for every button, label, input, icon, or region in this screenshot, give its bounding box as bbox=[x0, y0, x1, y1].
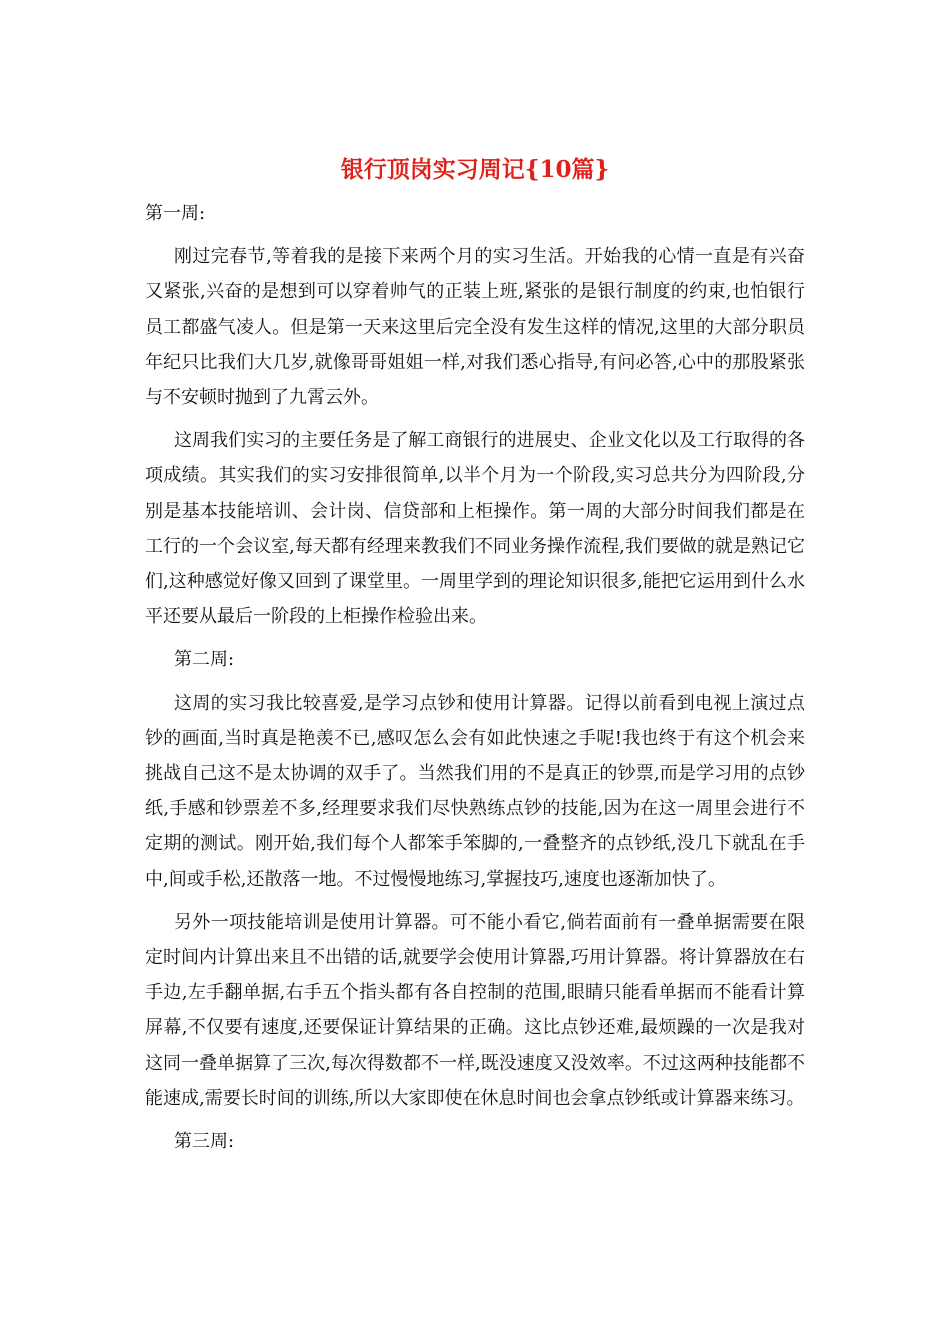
paragraph: 刚过完春节,等着我的是接下来两个月的实习生活。开始我的心情一直是有兴奋又紧张,兴奋的是想到可以穿着帅气的正装上班,紧张的是银行制度的约束,也怕银行员工都盛气凌人。但是第一天来这里后完全没有发生这样的情况,这里的大部分职员年纪只比我们大几岁,就像哥哥姐姐一样,对我们悉心指导,有问必答,心中的那股紧张与不安顿时抛到了九霄云外。 bbox=[145, 246, 805, 409]
document-title: 银行顶岗实习周记{10篇} bbox=[340, 156, 610, 183]
section-heading-week-1: 第一周: bbox=[145, 203, 206, 224]
section-heading-week-2: 第二周: bbox=[174, 649, 235, 671]
section-heading-week-3: 第三周: bbox=[174, 1131, 235, 1153]
document-body bbox=[145, 196, 805, 1167]
paragraph: 这周的实习我比较喜爱,是学习点钞和使用计算器。记得以前看到电视上演过点钞的画面,当时真是艳羡不已,感叹怎么会有如此快速之手呢!我也终于有这个机会来挑战自己这不是太协调的双手了。当然我们用的不是真正的钞票,而是学习用的点钞纸,手感和钞票差不多,经理要求我们尽快熟练点钞的技能,因为在这一周里会进行不定期的测试。刚开始,我们每个人都笨手笨脚的,一叠整齐的点钞纸,没几下就乱在手中,间或手松,还散落一地。不过慢慢地练习,掌握技巧,速度也逐渐加快了。 bbox=[145, 692, 805, 890]
paragraph: 这周我们实习的主要任务是了解工商银行的进展史、企业文化以及工行取得的各项成绩。其实我们的实习安排很简单,以半个月为一个阶段,实习总共分为四阶段,分别是基本技能培训、会计岗、信贷部和上柜操作。第一周的大部分时间我们都是在工行的一个会议室,每天都有经理来教我们不同业务操作流程,我们要做的就是熟记它们,这种感觉好像又回到了课堂里。一周里学到的理论知识很多,能把它运用到什么水平还要从最后一阶段的上柜操作检验出来。 bbox=[145, 430, 805, 628]
paragraph: 另外一项技能培训是使用计算器。可不能小看它,倘若面前有一叠单据需要在限定时间内计算出来且不出错的话,就要学会使用计算器,巧用计算器。将计算器放在右手边,左手翻单据,右手五个指头都有各自控制的范围,眼睛只能看单据而不能看计算屏幕,不仅要有速度,还要保证计算结果的正确。这比点钞还难,最烦躁的一次是我对这同一叠单据算了三次,每次得数都不一样,既没速度又没效率。不过这两种技能都不能速成,需要长时间的训练,所以大家即使在休息时间也会拿点钞纸或计算器来练习。 bbox=[145, 911, 805, 1109]
